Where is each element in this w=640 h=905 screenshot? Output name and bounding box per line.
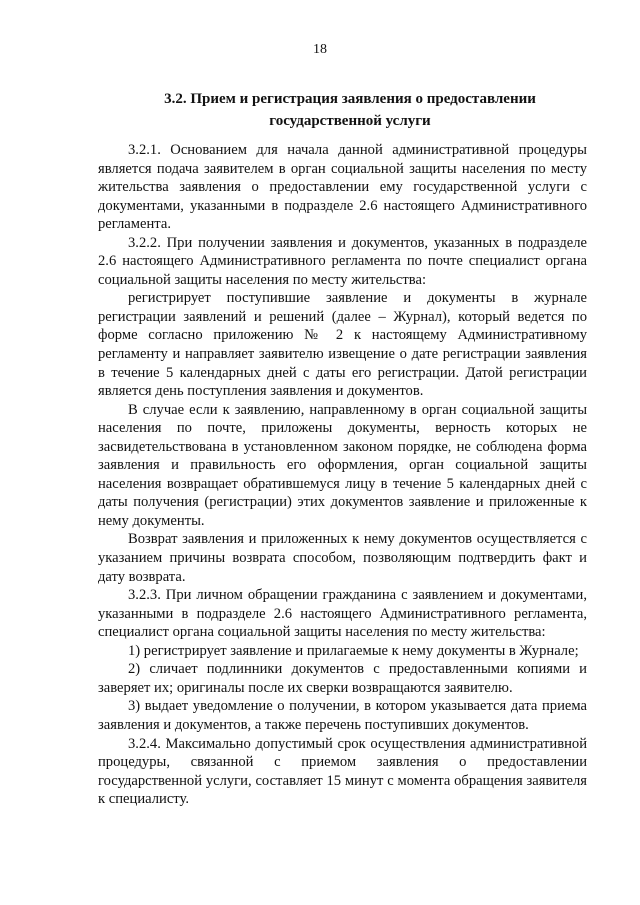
- paragraph-3-2-3: 3.2.3. При личном обращении гражданина с заявлением и документами, указанными в подразделе 2.6 настоящего Административного регламента, специалист органа социальной защиты населения по месту жительства:: [98, 587, 587, 641]
- list-item-2: 2) сличает подлинники документов с предоставленными копиями и заверяет их; оригиналы после их сверки возвращаются заявителю.: [98, 661, 587, 696]
- section-title: [150, 88, 550, 132]
- paragraph-3-2-2: 3.2.2. При получении заявления и документов, указанных в подразделе 2.6 настоящего Административного регламента по почте специалист органа социальной защиты населения по месту жительства:: [98, 234, 587, 288]
- list-item-3: 3) выдает уведомление о получении, в котором указывается дата приема заявления и документов, а также перечень поступивших документов.: [98, 698, 587, 733]
- paragraph-return-conditions: В случае если к заявлению, направленному в орган социальной защиты населения по почте, приложены документы, верность которых не засвидетельствована в установленном законом порядке, не соблюдена форма заявления и правильность его оформления, орган социальной защиты населения возвращает обратившемуся лицу в течение 5 календарных дней с даты получения (регистрации) этих документов заявление и приложенные к нему документы.: [98, 401, 587, 529]
- section-title-line-2: государственной услуги: [269, 113, 431, 129]
- section-title-line-1: 3.2. Прием и регистрация заявления о предоставлении: [164, 91, 536, 107]
- paragraph-3-2-4: 3.2.4. Максимально допустимый срок осуществления административной процедуры, связанной с приемом заявления о предоставлении государственной услуги, составляет 15 минут с момента обращения заявителя к специалисту.: [98, 735, 587, 808]
- paragraph-return-method: Возврат заявления и приложенных к нему документов осуществляется с указанием причины возврата способом, позволяющим подтвердить факт и дату возврата.: [98, 531, 587, 585]
- list-item-1: 1) регистрирует заявление и прилагаемые к нему документы в Журнале;: [128, 642, 579, 659]
- paragraph-3-2-1: 3.2.1. Основанием для начала данной административной процедуры является подача заявителем в орган социальной защиты населения по месту жительства заявления о предоставлении ему государственной услуги с документами, указанными в подразделе 2.6 настоящего Административного регламента.: [98, 142, 587, 233]
- document-body: [98, 141, 587, 809]
- page-number: 18: [313, 42, 327, 57]
- paragraph-registration: регистрирует поступившие заявление и документы в журнале регистрации заявлений и решений (далее – Журнал), который ведется по форме согласно приложению № 2 к настоящему Административному регламенту и направляет заявителю извещение о дате регистрации заявления в течение 5 календарных дней с даты его регистрации. Датой регистрации является день поступления заявления и документов.: [98, 290, 587, 400]
